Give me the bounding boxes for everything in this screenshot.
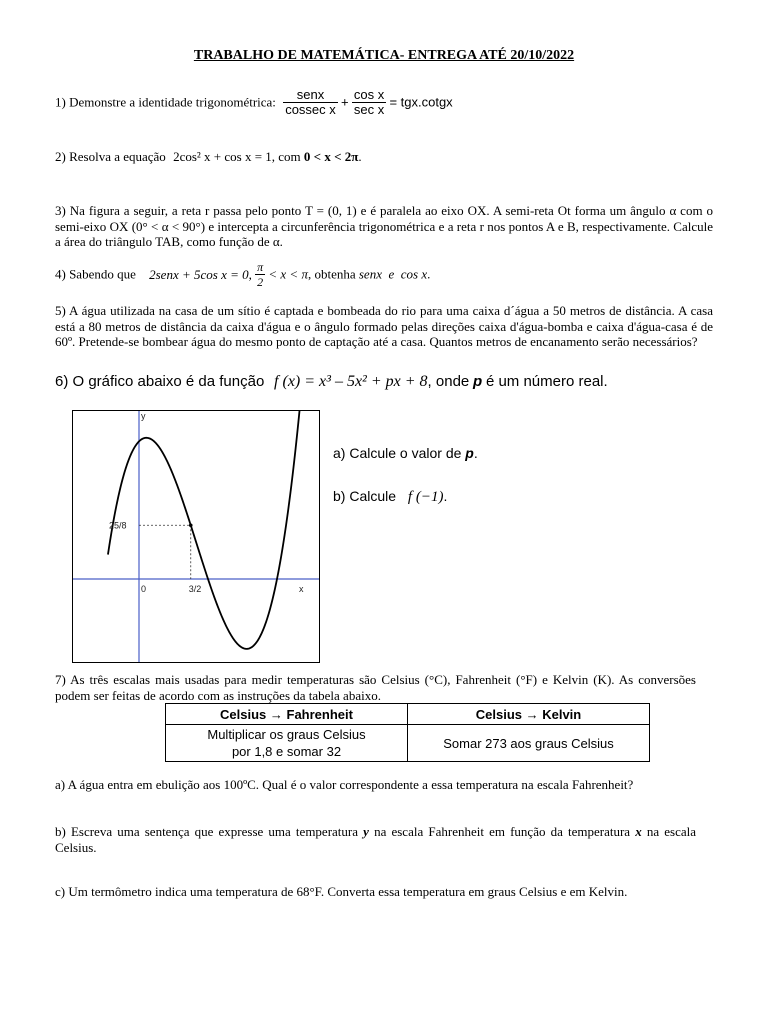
table-row <box>166 725 650 762</box>
page-title: TRABALHO DE MATEMÁTICA- ENTREGA ATÉ 20/10/2022 <box>193 48 575 63</box>
question-1-text: 1) Demonstre a identidade trigonométrica: <box>55 94 276 110</box>
question-7-intro: 7) As três escalas mais usadas para medir temperaturas são Celsius (°C), Fahrenheit (°F) e Kelvin (K). As conversões podem ser feitas de acordo com as instruções da tabela abaixo. <box>55 672 696 703</box>
origin-label: 0 <box>141 584 147 594</box>
function-graph <box>72 410 320 663</box>
question-2: 2) Resolva a equação 2cos² x + cos x = 1, com 0 < x < 2π. <box>55 149 362 164</box>
question-1: 1) Demonstre a identidade trigonométrica: $\frac{\text{senx}}{\text{cossec x}}$ + $\frac{\text{cos x}}{\text{sec x}}$ = tgx.cotgx <box>55 87 453 117</box>
question-7-item-b: b) Escreva uma sentença que expresse uma temperatura y na escala Fahrenheit em função da temperatura x na escala Celsius. <box>55 824 697 855</box>
fraction-sen-over-cossec: $\frac{\text{senx}}{\text{cossec x}}$ <box>285 87 336 117</box>
table-cell: Multiplicar os graus Celsius por 1,8 e somar 32 <box>166 725 408 762</box>
fraction-cos-over-sec: $\frac{\text{cos x}}{\text{sec x}}$ <box>353 87 385 117</box>
x-axis-label: x <box>299 584 304 594</box>
x-tick-label: 3/2 <box>188 584 202 594</box>
marked-point <box>189 523 193 527</box>
equation-q4: 2senx + 5cos x = 0, <box>149 266 252 282</box>
question-4: 4) Sabendo que 2senx + 5cos x = 0, $\frac{\pi}{2}$ < x < π, obtenha senx e cos x. <box>55 260 431 289</box>
question-6-item-a: a) Calcule o valor de p. <box>333 445 478 461</box>
target-q4: senx e cos x <box>358 266 428 282</box>
question-5: 5) A água utilizada na casa de um sítio é captada e bombeada do rio para uma caixa d´água a 50 metros de distância. A casa está a 80 metros de distância da caixa d'água e o ângulo formado pelas direções caixa d'água-bomba e caixa d'água-casa é de 60º. Pretende-se bombear água do mesmo ponto de captação até a casa. Quantos metros de encanamento serão necessários? <box>55 303 713 349</box>
table-cell: Somar 273 aos graus Celsius <box>408 725 650 762</box>
function-curve <box>108 411 300 649</box>
condition-q2: 0 < x < 2π <box>303 149 359 164</box>
question-7-item-c: c) Um termômetro indica uma temperatura de 68°F. Converta essa temperatura em graus Celsius e em Kelvin. <box>55 884 628 899</box>
table-header: Celsius → Kelvin <box>408 704 650 725</box>
table-header-row <box>166 704 650 725</box>
identity-rhs: = tgx.cotgx <box>389 94 453 110</box>
function-q6: f (x) = x³ – 5x² + px + 8 <box>274 373 428 390</box>
question-3: 3) Na figura a seguir, a reta r passa pelo ponto T = (0, 1) e é paralela ao eixo OX. A semi-reta Ot forma um ângulo α com o semi-eixo OX (0° < α < 90°) e intercepta a circunferência trigonométrica e a reta r nos pontos A e B, respectivamente. Calcule a área do triângulo TAB, como função de α. <box>55 203 713 249</box>
y-tick-label: 25/8 <box>109 520 127 531</box>
table-header: Celsius → Fahrenheit <box>166 704 408 725</box>
question-6: 6) O gráfico abaixo é da função f (x) = x³ – 5x² + px + 8, onde p é um número real. <box>55 373 608 390</box>
y-axis-label: y <box>141 411 146 421</box>
fraction-pi-over-2: $\frac{\pi}{2}$ <box>257 260 264 289</box>
question-7-item-a: a) A água entra em ebulição aos 100ºC. Qual é o valor correspondente a essa temperatura na escala Fahrenheit? <box>55 777 634 792</box>
conversion-table <box>165 703 650 762</box>
graph-svg <box>73 411 319 662</box>
question-6-item-b: b) Calcule f (−1). <box>333 488 448 505</box>
equation-q2: 2cos² x + cos x = 1 <box>173 149 272 164</box>
